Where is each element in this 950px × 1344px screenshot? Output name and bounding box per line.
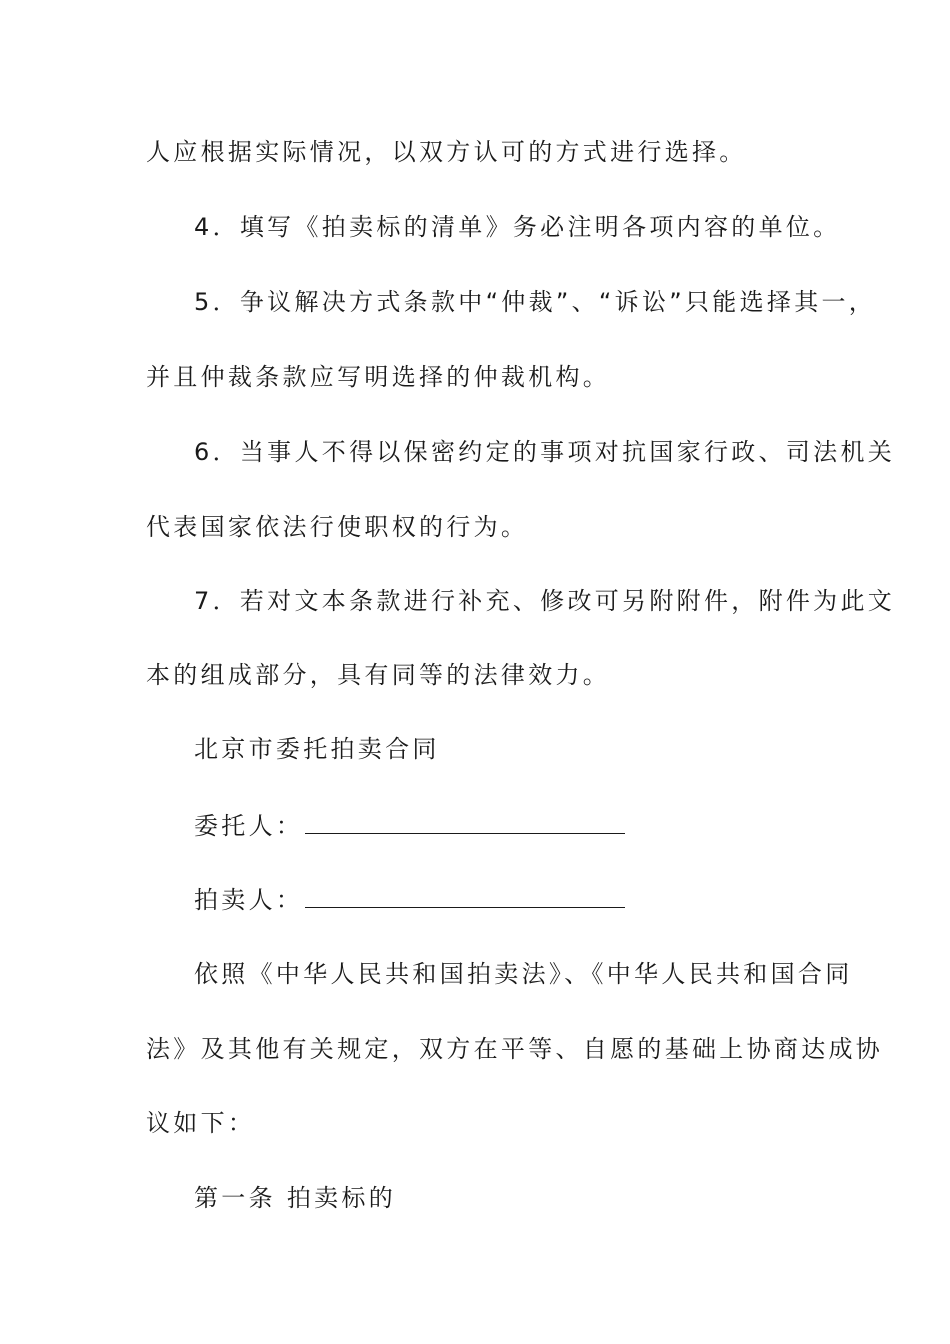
consignor-label: 委托人： bbox=[194, 812, 304, 840]
consignor-blank-line bbox=[305, 811, 625, 834]
preamble-line: 依照《中华人民共和国拍卖法》、《中华人民共和国合同 bbox=[194, 960, 853, 988]
note-item-7: 7．若对文本条款进行补充、修改可另附附件，附件为此文 bbox=[194, 587, 896, 615]
note-item-5: 5．争议解决方式条款中“仲裁”、“诉讼”只能选择其一， bbox=[194, 288, 877, 316]
auctioneer-label: 拍卖人： bbox=[194, 886, 304, 914]
article-heading: 第一条 拍卖标的 bbox=[194, 1184, 397, 1212]
paragraph-line: 人应根据实际情况，以双方认可的方式进行选择。 bbox=[146, 138, 747, 166]
auctioneer-row bbox=[194, 884, 874, 916]
contract-title: 北京市委托拍卖合同 bbox=[194, 735, 440, 763]
note-item-6: 6．当事人不得以保密约定的事项对抗国家行政、司法机关 bbox=[194, 438, 896, 466]
paragraph-line: 本的组成部分，具有同等的法律效力。 bbox=[146, 661, 611, 689]
preamble-line: 法》及其他有关规定，双方在平等、自愿的基础上协商达成协 bbox=[146, 1035, 884, 1063]
auctioneer-blank-line bbox=[305, 885, 625, 908]
paragraph-line: 并且仲裁条款应写明选择的仲裁机构。 bbox=[146, 363, 611, 391]
preamble-line: 议如下： bbox=[146, 1109, 256, 1137]
note-item-4: 4．填写《拍卖标的清单》务必注明各项内容的单位。 bbox=[194, 213, 841, 241]
consignor-row bbox=[194, 810, 874, 842]
paragraph-line: 代表国家依法行使职权的行为。 bbox=[146, 513, 529, 541]
